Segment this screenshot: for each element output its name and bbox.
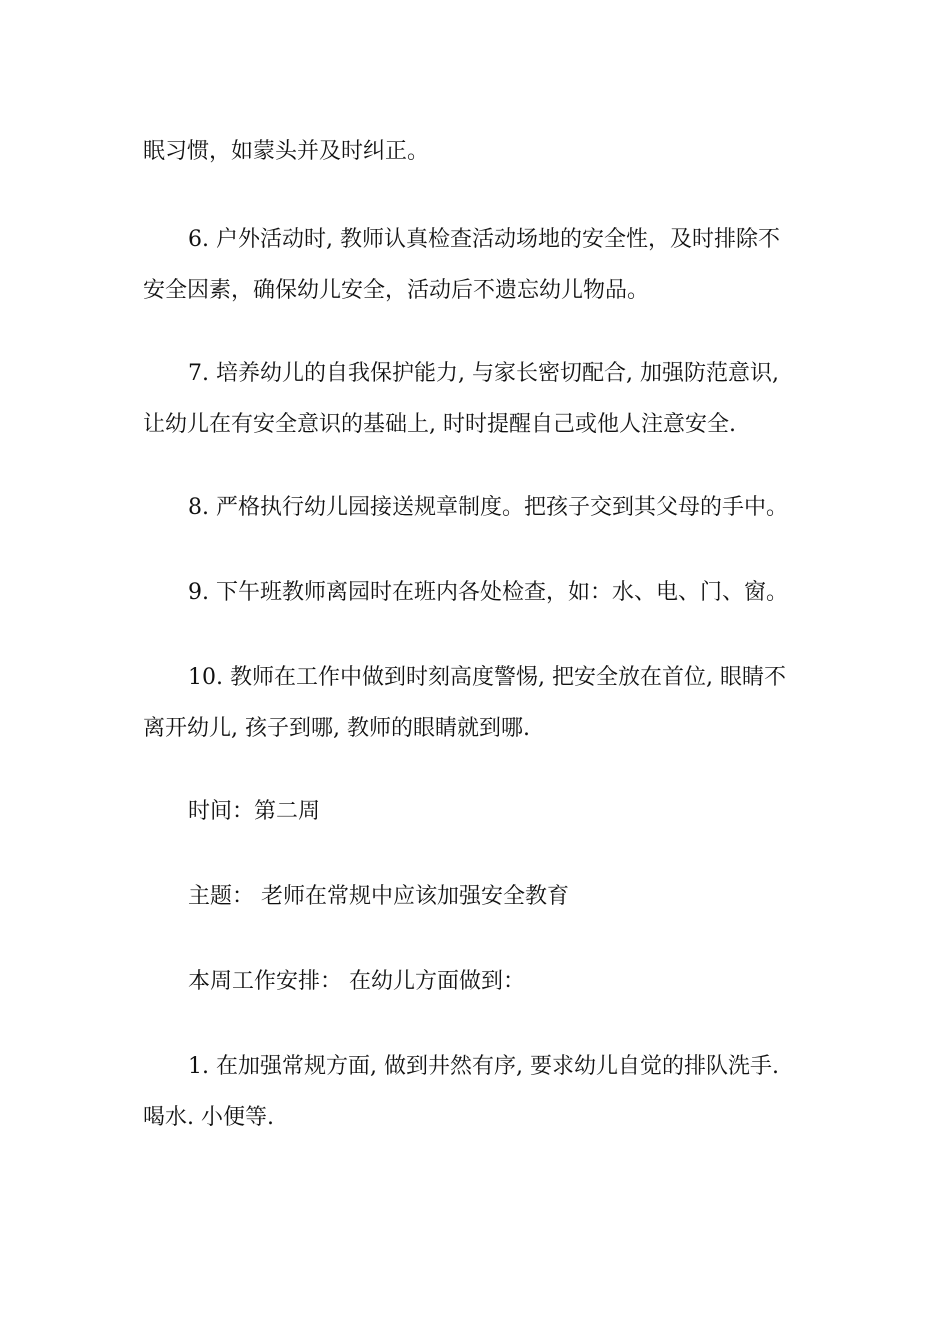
paragraph-item-7 bbox=[143, 348, 813, 450]
paragraph-time bbox=[143, 786, 813, 837]
paragraph-continuation bbox=[143, 126, 813, 177]
text-line: 1. 在加强常规方面, 做到井然有序, 要求幼儿自觉的排队洗手. bbox=[188, 1054, 779, 1079]
text-line: 眠习惯，如蒙头并及时纠正。 bbox=[143, 139, 430, 164]
text-line: 本周工作安排： 在幼儿方面做到： bbox=[188, 969, 525, 994]
text-line: 10. 教师在工作中做到时刻高度警惕, 把安全放在首位, 眼睛不 bbox=[188, 665, 786, 690]
paragraph-item-6 bbox=[143, 214, 813, 316]
paragraph-item-10 bbox=[143, 652, 813, 754]
text-line: 6. 户外活动时, 教师认真检查活动场地的安全性，及时排除不 bbox=[188, 227, 780, 252]
text-line: 安全因素，确保幼儿安全，活动后不遗忘幼儿物品。 bbox=[143, 278, 650, 303]
paragraph-item-1 bbox=[143, 1041, 813, 1143]
paragraph-item-9 bbox=[143, 567, 813, 618]
text-line: 8. 严格执行幼儿园接送规章制度。把孩子交到其父母的手中。 bbox=[188, 495, 788, 520]
paragraph-item-8 bbox=[143, 482, 813, 533]
text-line: 喝水. 小便等. bbox=[143, 1105, 274, 1130]
text-line: 离开幼儿, 孩子到哪, 教师的眼睛就到哪. bbox=[143, 716, 530, 741]
text-line: 让幼儿在有安全意识的基础上, 时时提醒自己或他人注意安全. bbox=[143, 412, 736, 437]
text-line: 7. 培养幼儿的自我保护能力, 与家长密切配合, 加强防范意识, bbox=[188, 361, 779, 386]
paragraph-theme bbox=[143, 871, 813, 922]
text-line: 主题： 老师在常规中应该加强安全教育 bbox=[188, 884, 569, 909]
paragraph-arrangement bbox=[143, 956, 813, 1007]
text-line: 时间：第二周 bbox=[188, 799, 321, 824]
text-line: 9. 下午班教师离园时在班内各处检查，如：水、电、门、窗。 bbox=[188, 580, 788, 605]
